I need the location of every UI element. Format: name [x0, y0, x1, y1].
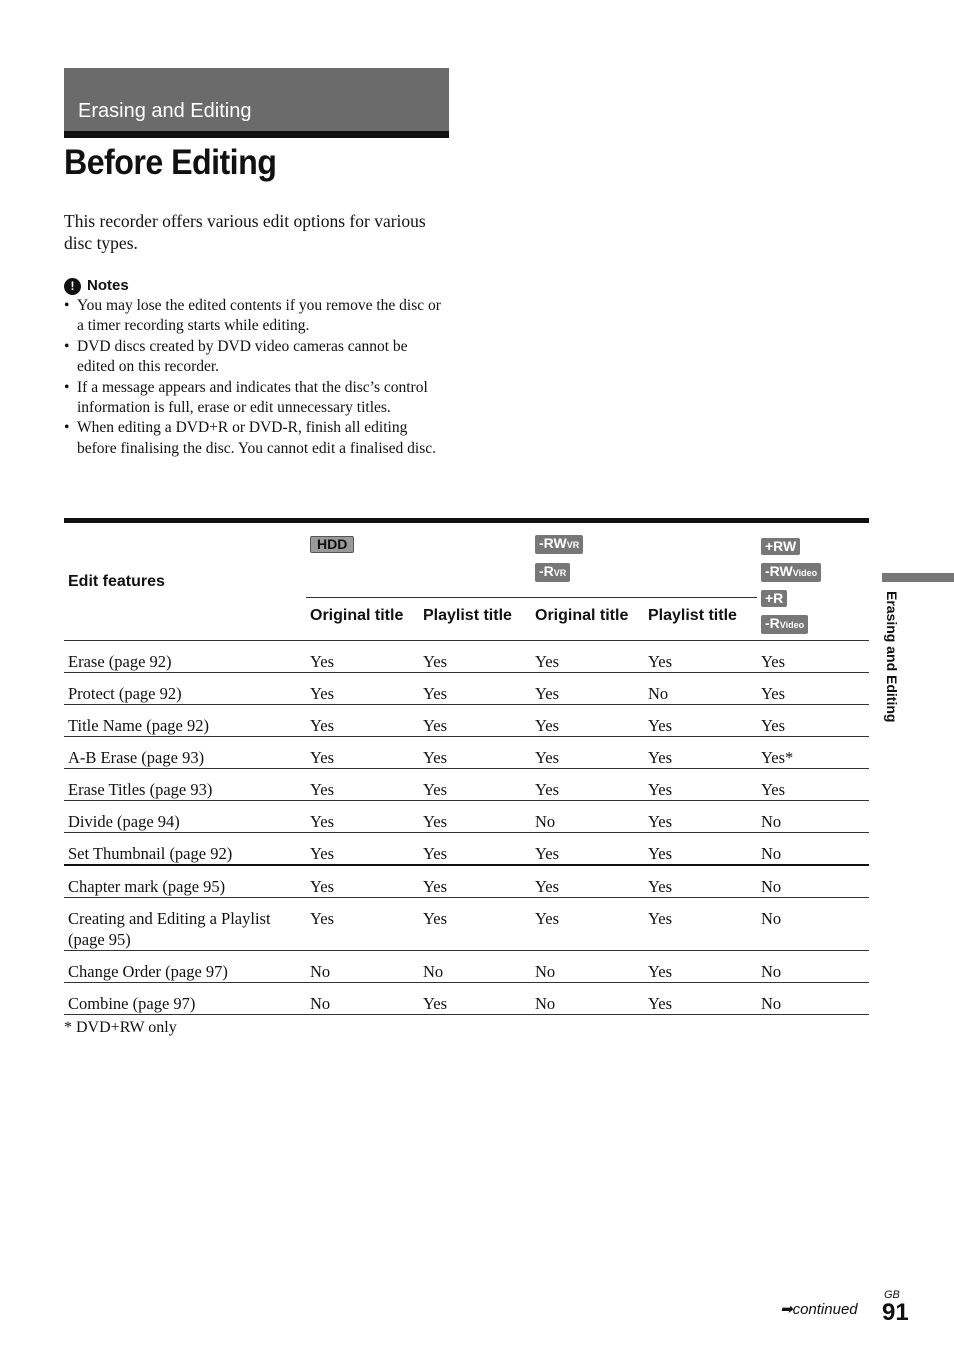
value-cell: No: [306, 951, 419, 983]
value-cell: Yes: [644, 641, 757, 673]
vr-column-header: [531, 523, 757, 597]
side-tab-marker: [882, 573, 954, 582]
feature-cell: Divide (page 94): [64, 801, 306, 833]
side-tab-label: [879, 591, 903, 741]
value-cell: Yes: [644, 737, 757, 769]
table-row: [64, 833, 869, 866]
value-cell: Yes: [306, 801, 419, 833]
table-row: [64, 737, 869, 769]
value-cell: Yes: [644, 705, 757, 737]
video-mode-column-header: [757, 523, 869, 641]
side-tab-text: Erasing and Editing: [884, 591, 900, 723]
hdd-original-title-header: Original title: [306, 597, 419, 640]
edit-features-header: Edit features: [64, 523, 306, 641]
value-cell: No: [757, 865, 869, 898]
value-cell: Yes: [531, 769, 644, 801]
table-row: [64, 898, 869, 951]
hdd-playlist-title-header: Playlist title: [419, 597, 531, 640]
value-cell: Yes: [306, 641, 419, 673]
edit-features-table: [64, 523, 869, 1015]
plus-r-badge: +R: [761, 590, 787, 607]
value-cell: No: [757, 801, 869, 833]
table-row: [64, 769, 869, 801]
value-cell: Yes: [531, 898, 644, 951]
section-title: Erasing and Editing: [78, 100, 252, 122]
rw-vr-badge: -RWVR: [535, 535, 583, 554]
value-cell: Yes: [644, 801, 757, 833]
value-cell: Yes: [419, 833, 531, 866]
value-cell: No: [757, 983, 869, 1015]
value-cell: Yes: [419, 983, 531, 1015]
table-body: [64, 641, 869, 1015]
continued-indicator: [780, 1301, 858, 1319]
value-cell: Yes: [306, 769, 419, 801]
value-cell: Yes*: [757, 737, 869, 769]
r-video-badge: -RVideo: [761, 615, 808, 634]
feature-cell: Creating and Editing a Playlist (page 95): [64, 898, 306, 951]
value-cell: Yes: [306, 705, 419, 737]
value-cell: No: [757, 951, 869, 983]
value-cell: Yes: [306, 833, 419, 866]
value-cell: Yes: [419, 641, 531, 673]
continued-label: continued: [792, 1301, 858, 1318]
value-cell: Yes: [419, 705, 531, 737]
value-cell: No: [531, 801, 644, 833]
value-cell: Yes: [306, 865, 419, 898]
value-cell: Yes: [644, 865, 757, 898]
value-cell: Yes: [644, 898, 757, 951]
hdd-column-header: [306, 523, 531, 597]
value-cell: No: [531, 983, 644, 1015]
feature-cell: Title Name (page 92): [64, 705, 306, 737]
notes-heading: [64, 276, 129, 296]
table-row: [64, 641, 869, 673]
value-cell: Yes: [531, 865, 644, 898]
value-cell: Yes: [644, 983, 757, 1015]
region-code: GB: [884, 1289, 900, 1301]
value-cell: No: [531, 951, 644, 983]
value-cell: Yes: [644, 951, 757, 983]
page-title: Before Editing: [64, 143, 277, 182]
value-cell: Yes: [531, 673, 644, 705]
table-row: [64, 705, 869, 737]
arrow-right-icon: ➡: [780, 1301, 793, 1318]
value-cell: No: [644, 673, 757, 705]
plus-rw-badge: +RW: [761, 538, 800, 555]
value-cell: Yes: [757, 673, 869, 705]
value-cell: Yes: [419, 898, 531, 951]
intro-paragraph: This recorder offers various edit options for various disc types.: [64, 211, 426, 253]
value-cell: Yes: [306, 898, 419, 951]
section-header-rule: [64, 131, 449, 138]
value-cell: No: [757, 833, 869, 866]
note-item: • You may lose the edited contents if you remove the disc or a timer recording starts while editing.: [64, 296, 449, 337]
note-item: • If a message appears and indicates that the disc’s control information is full, erase or edit unnecessary titles.: [64, 378, 449, 419]
feature-cell: Change Order (page 97): [64, 951, 306, 983]
value-cell: Yes: [419, 769, 531, 801]
value-cell: No: [306, 983, 419, 1015]
feature-cell: A-B Erase (page 93): [64, 737, 306, 769]
table-row: [64, 801, 869, 833]
feature-cell: Protect (page 92): [64, 673, 306, 705]
value-cell: Yes: [644, 833, 757, 866]
value-cell: Yes: [757, 769, 869, 801]
feature-cell: Chapter mark (page 95): [64, 865, 306, 898]
page-number: 91: [882, 1299, 909, 1326]
value-cell: Yes: [531, 833, 644, 866]
feature-cell: Combine (page 97): [64, 983, 306, 1015]
feature-cell: Erase (page 92): [64, 641, 306, 673]
notes-icon: !: [64, 278, 81, 295]
value-cell: Yes: [531, 641, 644, 673]
vr-playlist-title-header: Playlist title: [644, 597, 757, 640]
vr-original-title-header: Original title: [531, 597, 644, 640]
value-cell: Yes: [644, 769, 757, 801]
value-cell: Yes: [419, 865, 531, 898]
value-cell: Yes: [757, 705, 869, 737]
feature-cell: Erase Titles (page 93): [64, 769, 306, 801]
table-row: [64, 865, 869, 898]
value-cell: Yes: [531, 705, 644, 737]
note-item: • DVD discs created by DVD video cameras cannot be edited on this recorder.: [64, 337, 449, 378]
notes-heading-label: Notes: [87, 277, 129, 294]
rw-video-badge: -RWVideo: [761, 563, 821, 582]
value-cell: Yes: [419, 673, 531, 705]
notes-list: [64, 296, 449, 459]
value-cell: No: [757, 898, 869, 951]
r-vr-badge: -RVR: [535, 563, 570, 582]
value-cell: Yes: [419, 801, 531, 833]
feature-cell: Set Thumbnail (page 92): [64, 833, 306, 866]
edit-features-table-wrap: [64, 518, 869, 1015]
hdd-badge: HDD: [310, 536, 354, 553]
value-cell: Yes: [531, 737, 644, 769]
table-row: [64, 951, 869, 983]
value-cell: No: [419, 951, 531, 983]
value-cell: Yes: [306, 673, 419, 705]
value-cell: Yes: [757, 641, 869, 673]
table-row: [64, 673, 869, 705]
table-row: [64, 983, 869, 1015]
note-item: • When editing a DVD+R or DVD-R, finish all editing before finalising the disc. You cannot edit a finalised disc.: [64, 418, 449, 459]
value-cell: Yes: [306, 737, 419, 769]
value-cell: Yes: [419, 737, 531, 769]
table-footnote: * DVD+RW only: [64, 1019, 177, 1036]
